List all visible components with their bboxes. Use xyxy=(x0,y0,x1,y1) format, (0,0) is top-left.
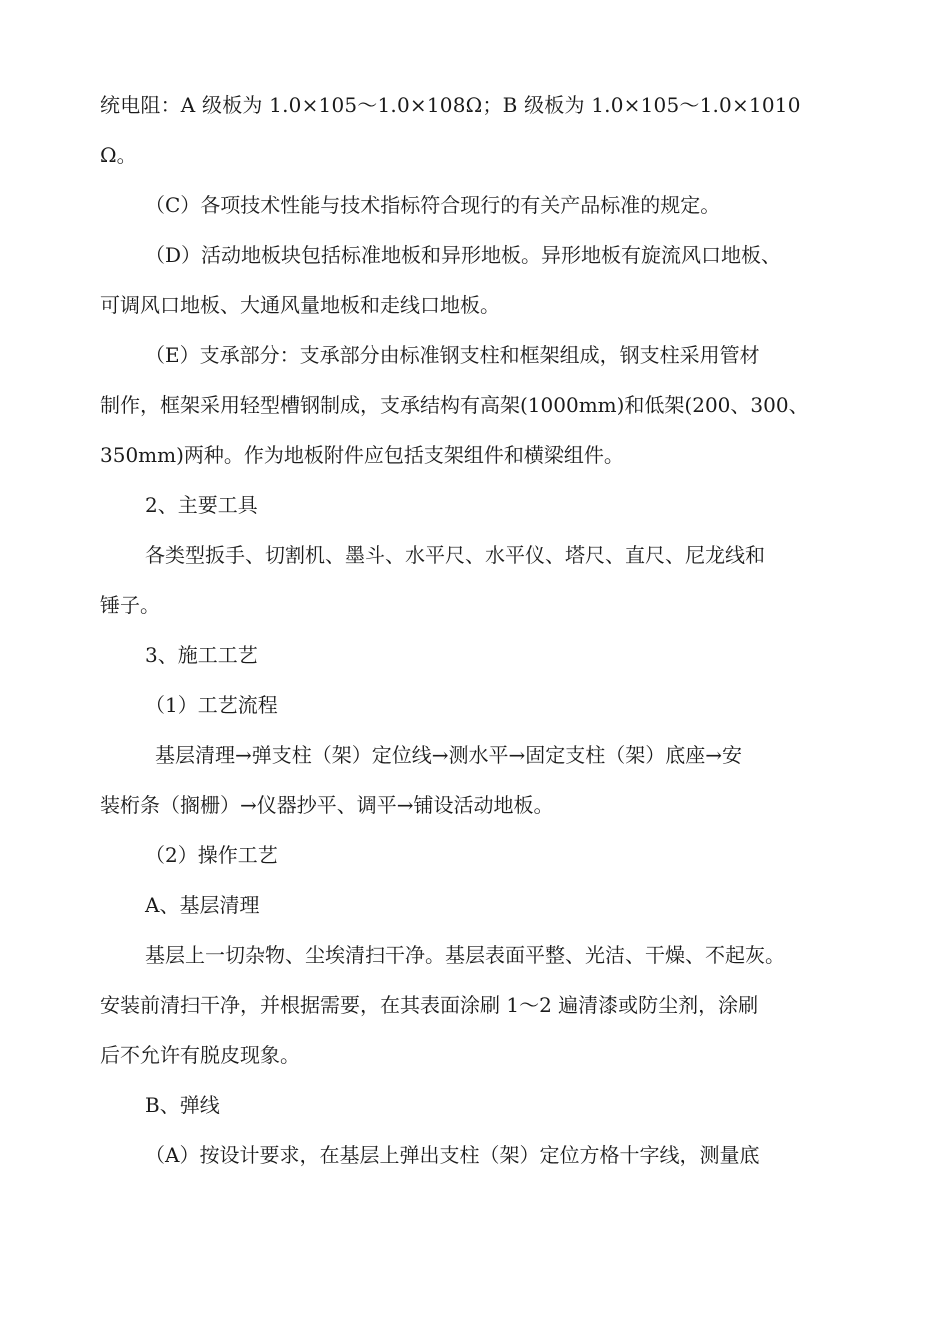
line-6: （E）支承部分：支承部分由标准钢支柱和框架组成，钢支柱采用管材 xyxy=(145,343,760,367)
line-19: 安装前清扫干净，并根据需要，在其表面涂刷 1～2 遍清漆或防尘剂，涂刷 xyxy=(100,993,759,1017)
line-3: （C）各项技术性能与技术指标符合现行的有关产品标准的规定。 xyxy=(145,193,721,217)
line-18: 基层上一切杂物、尘埃清扫干净。基层表面平整、光洁、干燥、不起灰。 xyxy=(145,943,785,967)
line-10: 各类型扳手、切割机、墨斗、水平尺、水平仪、塔尺、直尺、尼龙线和 xyxy=(145,543,765,567)
subheading-marking: B、弹线 xyxy=(145,1093,220,1117)
line-4: （D）活动地板块包括标准地板和异形地板。异形地板有旋流风口地板、 xyxy=(145,243,782,267)
line-7: 制作，框架采用轻型槽钢制成，支承结构有高架(1000mm)和低架(200、300、 xyxy=(100,393,809,417)
subheading-flow: （1）工艺流程 xyxy=(145,693,278,717)
subheading-operation: （2）操作工艺 xyxy=(145,843,278,867)
line-22: （A）按设计要求，在基层上弹出支柱（架）定位方格十字线，测量底 xyxy=(145,1143,760,1167)
line-11: 锤子。 xyxy=(100,593,160,617)
line-5: 可调风口地板、大通风量地板和走线口地板。 xyxy=(100,293,500,317)
section-heading-tools: 2、主要工具 xyxy=(145,493,258,517)
line-1: 统电阻：A 级板为 1.0×105～1.0×108Ω；B 级板为 1.0×105～1.0×1010 xyxy=(100,93,801,117)
subheading-base-cleaning: A、基层清理 xyxy=(145,893,260,917)
line-8: 350mm)两种。作为地板附件应包括支架组件和横梁组件。 xyxy=(100,443,624,467)
line-20: 后不允许有脱皮现象。 xyxy=(100,1043,300,1067)
line-15: 装桁条（搁栅）→仪器抄平、调平→铺设活动地板。 xyxy=(100,793,554,817)
line-14: 基层清理→弹支柱（架）定位线→测水平→固定支柱（架）底座→安 xyxy=(155,743,743,767)
section-heading-process: 3、施工工艺 xyxy=(145,643,258,667)
line-2: Ω。 xyxy=(100,143,137,167)
